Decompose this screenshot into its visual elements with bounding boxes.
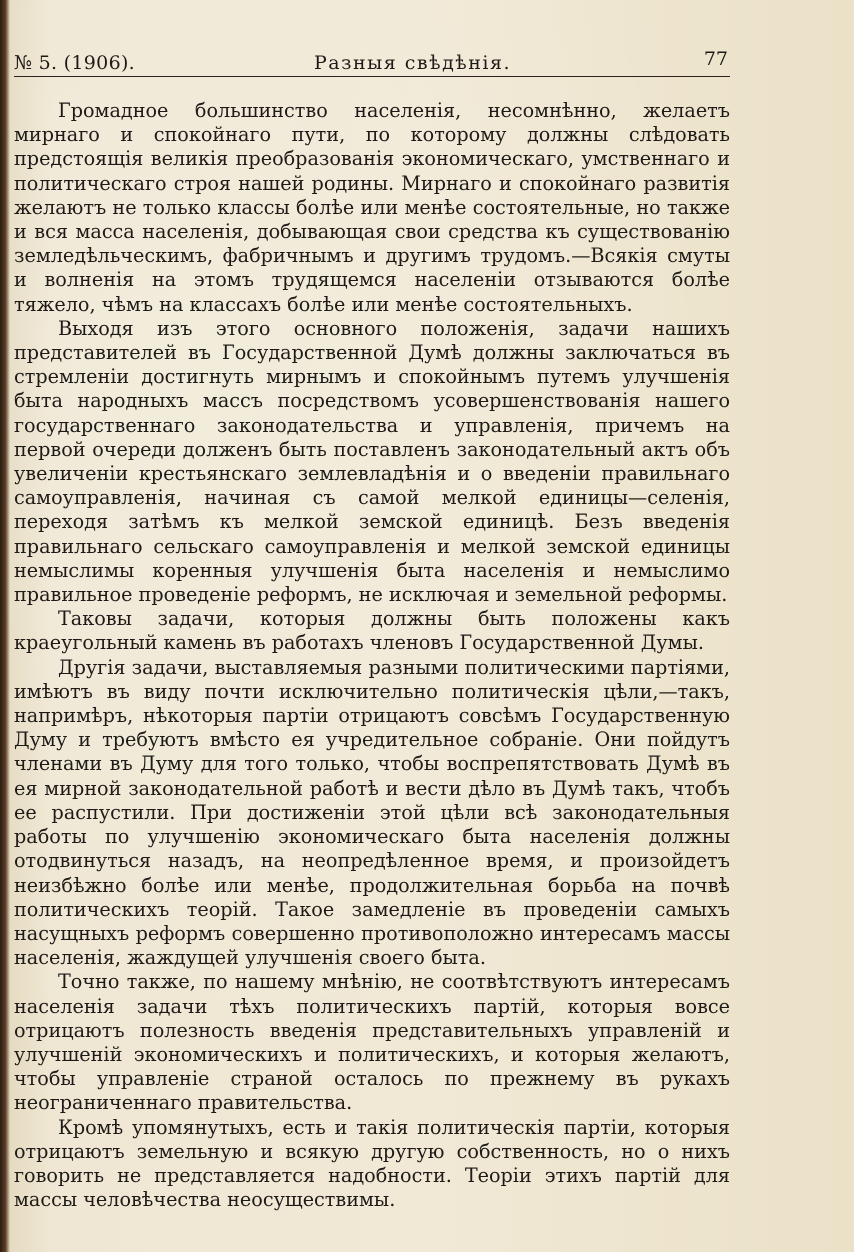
issue-label: № 5. (1906). [14,52,136,74]
paragraph-1: Громадное большинство населенія, несомнѣнно, желаетъ мирнаго и спокойнаго пути, по которому должны слѣдовать предстоящія великія преобразованія экономическаго, умственнаго и политическаго строя нашей родины. Мирнаго и спокойнаго развитія желаютъ не только классы болѣе или менѣе состоятельные, но также и вся масса населенія, добывающая свои средства къ существованію земледѣльческимъ, фабричнымъ и другимъ трудомъ.—Всякія смуты и волненія на этомъ трудящемся населеніи отзываются болѣе тяжело, чѣмъ на классахъ болѣе или менѣе состоятельныхъ. [14,99,730,316]
paragraph-3: Таковы задачи, которыя должны быть положены какъ краеугольный камень въ работахъ членовъ Государственной Думы. [14,607,730,655]
book-spine-shadow [0,0,10,1252]
section-title: Разныя свѣдѣнія. [314,52,512,74]
paragraph-6: Кромѣ упомянутыхъ, есть и такія политическія партіи, которыя отрицаютъ земельную и всякую другую собственность, но о нихъ говорить не представляется надобности. Теоріи этихъ партій для массы человѣчества неосуществимы. [14,1115,730,1212]
article-body [14,99,730,1212]
paragraph-2: Выходя изъ этого основного положенія, задачи нашихъ представителей въ Государственной Думѣ должны заключаться въ стремленіи достигнуть мирнымъ и спокойнымъ путемъ улучшенія быта народныхъ массъ посредствомъ усовершенствованія нашего государственнаго законодательства и управленія, причемъ на первой очереди долженъ быть поставленъ законодательный актъ объ увеличеніи крестьянскаго землевладѣнія и о введеніи правильнаго самоуправленія, начиная съ самой мелкой единицы—селенія, переходя затѣмъ къ мелкой земской единицѣ. Безъ введенія правильнаго сельскаго самоуправленія и мелкой земской единицы немыслимы коренныя улучшенія быта населенія и немыслимо правильное проведеніе реформъ, не исключая и земельной реформы. [14,316,730,607]
page-number: 77 [703,48,728,70]
running-header [14,48,730,77]
paragraph-5: Точно также, по нашему мнѣнію, не соотвѣтствуютъ интересамъ населенія задачи тѣхъ политическихъ партій, которыя вовсе отрицаютъ полезность введенія представительныхъ управленій и улучшеній экономическихъ и политическихъ, и которыя желаютъ, чтобы управленіе страной осталось по прежнему въ рукахъ неограниченнаго правительства. [14,970,730,1115]
paragraph-4: Другія задачи, выставляемыя разными политическими партіями, имѣютъ въ виду почти исключительно политическія цѣли,—такъ, напримѣръ, нѣкоторыя партіи отрицаютъ совсѣмъ Государственную Думу и требуютъ вмѣсто ея учредительное собраніе. Они пойдутъ членами въ Думу для того только, чтобы воспрепятствовать Думѣ въ ея мирной законодательной работѣ и вести дѣло въ Думѣ такъ, чтобъ ее распустили. При достиженіи этой цѣли всѣ законодательныя работы по улучшенію экономическаго быта населенія должны отодвинуться назадъ, на неопредѣленное время, и произойдетъ неизбѣжно болѣе или менѣе, продолжительная борьба на почвѣ политическихъ теорій. Такое замедленіе въ проведеніи самыхъ насущныхъ реформъ совершенно противоположно интересамъ массы населенія, жаждущей улучшенія своего быта. [14,655,730,970]
